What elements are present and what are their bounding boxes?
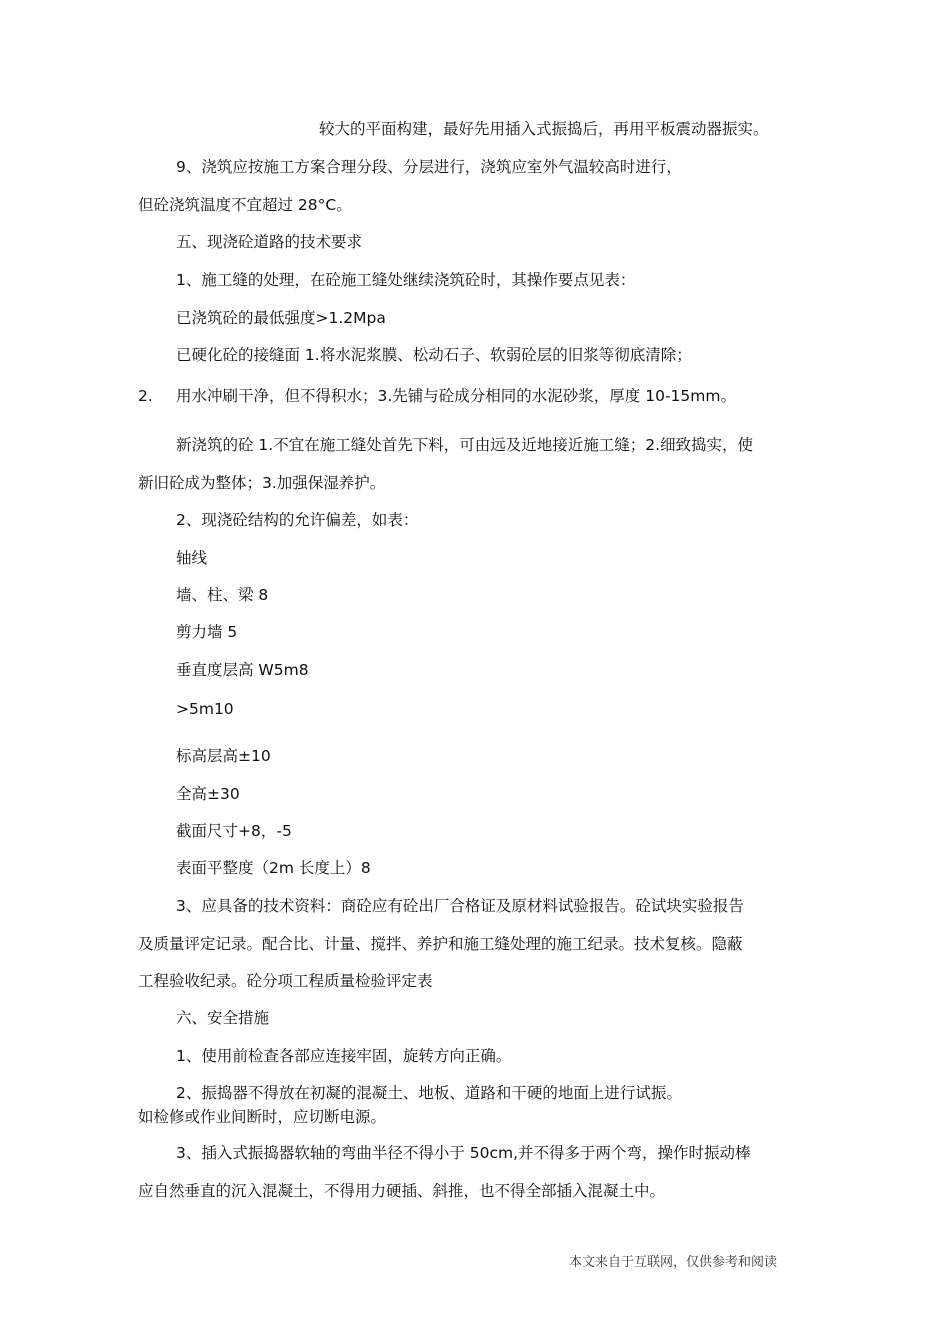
- text-line: 已浇筑砼的最低强度>1.2Mpa: [176, 309, 386, 327]
- text-line: 截面尺寸+8，-5: [176, 822, 292, 840]
- list-number: 2.: [138, 387, 153, 405]
- section-heading: 五、现浇砼道路的技术要求: [176, 233, 363, 251]
- text-line: 新旧砼成为整体；3.加强保湿养护。: [138, 474, 386, 492]
- text-line: 应自然垂直的沉入混凝土，不得用力硬插、斜推，也不得全部插入混凝土中。: [138, 1182, 666, 1200]
- text-line: 如检修或作业间断时，应切断电源。: [138, 1108, 387, 1126]
- text-line: 剪力墙 5: [176, 623, 238, 641]
- text-line: 9、浇筑应按施工方案合理分段、分层进行，浇筑应室外气温较高时进行，: [176, 158, 682, 176]
- text-line: 表面平整度（2m 长度上）8: [176, 859, 371, 877]
- text-line: 2、现浇砼结构的允许偏差，如表：: [176, 511, 419, 529]
- text-line: 标高层高±10: [176, 747, 271, 765]
- text-line: 垂直度层高 W5m8: [176, 661, 309, 679]
- text-line: 已硬化砼的接缝面 1.将水泥浆膜、松动石子、软弱砼层的旧浆等彻底清除；: [176, 346, 692, 364]
- section-heading: 六、安全措施: [176, 1009, 270, 1027]
- text-line: 新浇筑的砼 1.不宜在施工缝处首先下料，可由远及近地接近施工缝；2.细致捣实，使: [176, 436, 754, 454]
- text-line: >5m10: [176, 700, 234, 718]
- text-line: 工程验收纪录。砼分项工程质量检验评定表: [138, 972, 433, 990]
- text-line: 全高±30: [176, 785, 240, 803]
- text-line: 但砼浇筑温度不宜超过 28°C。: [138, 196, 352, 214]
- text-line: 2、振捣器不得放在初凝的混凝土、地板、道路和干硬的地面上进行试振。: [176, 1084, 682, 1102]
- text-line: 及质量评定记录。配合比、计量、搅拌、养护和施工缝处理的施工纪录。技术复核。隐蔽: [138, 935, 743, 953]
- text-line: 用水冲刷干净，但不得积水；3.先铺与砼成分相同的水泥砂浆，厚度 10-15mm。: [176, 387, 736, 405]
- text-line: 3、应具备的技术资料：商砼应有砼出厂合格证及原材料试验报告。砼试块实验报告: [176, 897, 744, 915]
- text-line: 较大的平面构建，最好先用插入式振捣后，再用平板震动器振实。: [319, 120, 769, 138]
- footer-note: 本文来自于互联网，仅供参考和阅读: [569, 1255, 778, 1270]
- text-line: 1、施工缝的处理，在砼施工缝处继续浇筑砼时，其操作要点见表：: [176, 271, 636, 289]
- text-line: 1、使用前检查各部应连接牢固，旋转方向正确。: [176, 1047, 512, 1065]
- text-line: 轴线: [176, 549, 208, 567]
- text-line: 墙、柱、梁 8: [176, 586, 269, 604]
- text-line: 3、插入式振捣器软轴的弯曲半径不得小于 50cm,并不得多于两个弯，操作时振动棒: [176, 1144, 751, 1162]
